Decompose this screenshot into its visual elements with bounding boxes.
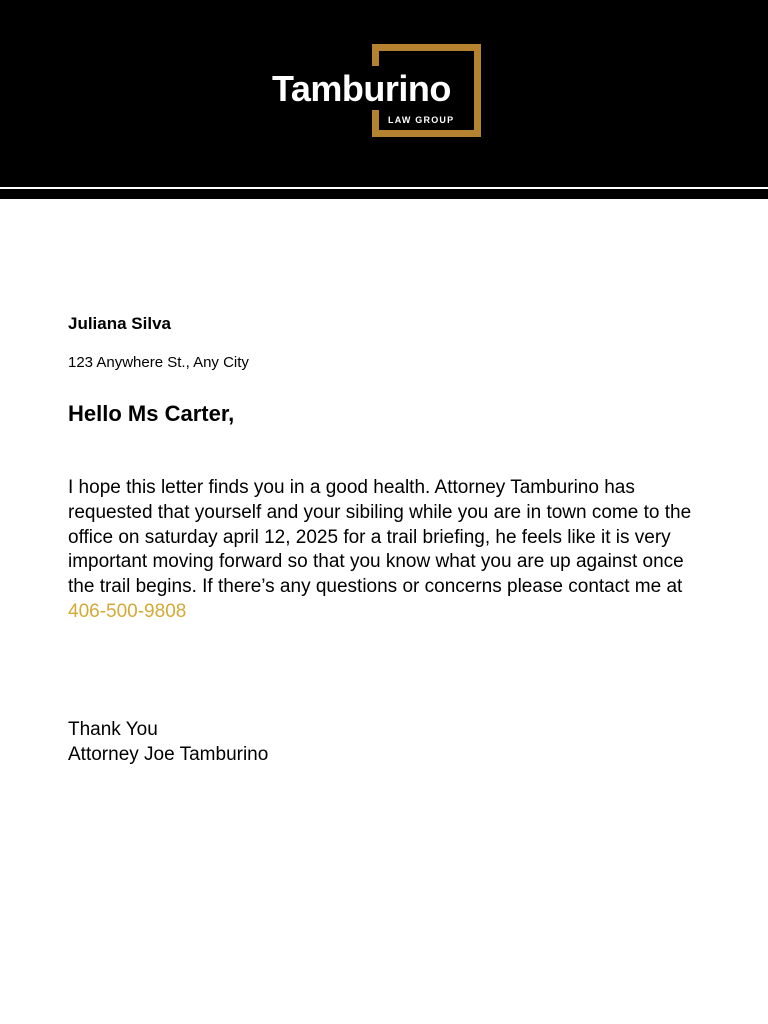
company-logo bbox=[272, 44, 492, 148]
closing-line: Thank You bbox=[68, 719, 158, 740]
logo-subtitle: LAW GROUP bbox=[388, 115, 455, 125]
header-divider bbox=[0, 187, 768, 189]
letter-body bbox=[68, 476, 714, 625]
letter-body-text: I hope this letter finds you in a good health. Attorney Tamburino has requested that yourself and your sibiling while you are in town come to the office on saturday april 12, 2025 for a trail briefing, he feels like it is very important moving forward so that you know what you are up against once the trail begins. If there’s any questions or concerns please contact me at bbox=[68, 477, 692, 598]
letter-greeting: Hello Ms Carter, bbox=[68, 401, 235, 426]
letter-closing bbox=[68, 718, 268, 768]
letterhead-header bbox=[0, 0, 768, 199]
sender-name: Juliana Silva bbox=[68, 314, 171, 333]
phone-link[interactable]: 406-500-9808 bbox=[68, 600, 187, 622]
sender-address: 123 Anywhere St., Any City bbox=[68, 354, 249, 371]
signature-name: Attorney Joe Tamburino bbox=[68, 743, 269, 765]
logo-name: Tamburino bbox=[272, 68, 451, 109]
